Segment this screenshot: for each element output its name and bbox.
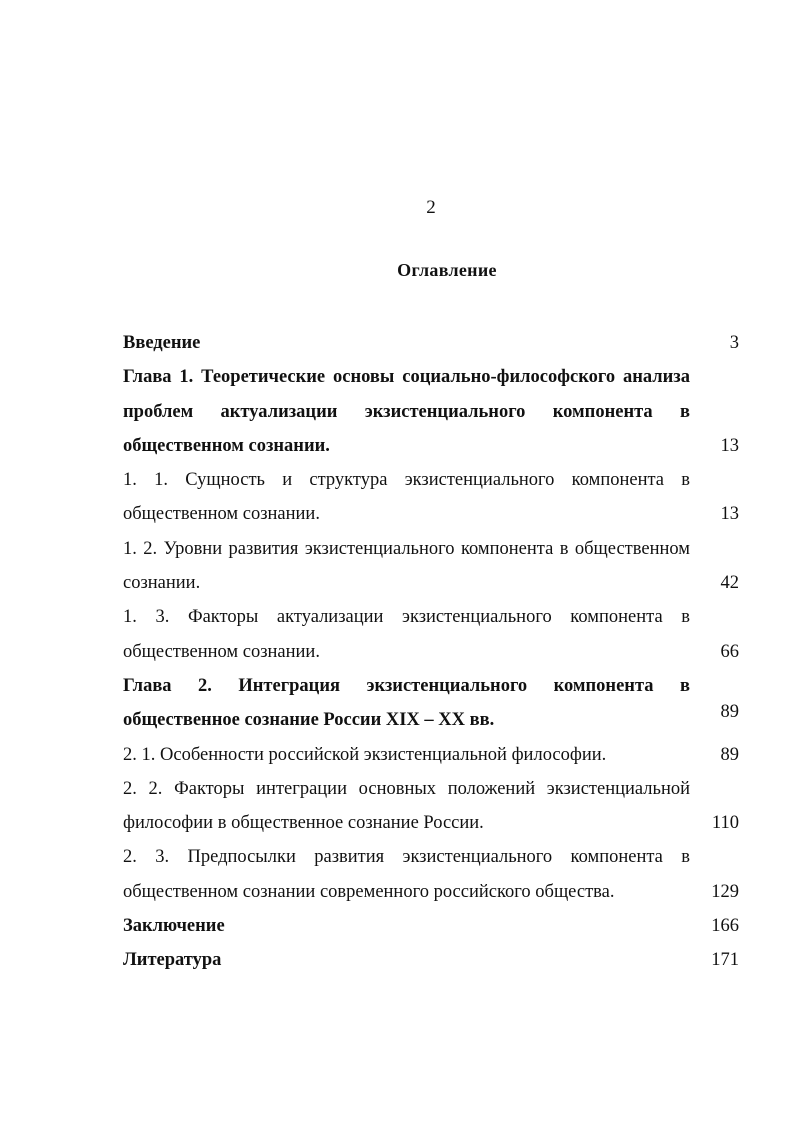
toc-entry-text: 1. 2. Уровни развития экзистенциального компонента в общественном сознании.: [123, 538, 690, 594]
toc-entry-page: 110: [711, 813, 739, 834]
toc-entry-text: 2. 1. Особенности российской экзистенциальной философии.: [123, 744, 607, 765]
toc-entry-text: 2. 2. Факторы интеграции основных положений экзистенциальной философии в общественное сознание России.: [123, 778, 690, 834]
toc-title: Оглавление: [397, 260, 497, 280]
toc-entry-conclusion: [123, 909, 741, 943]
toc-entry-text: Введение: [123, 333, 201, 353]
toc-entry-section-2-3: [123, 840, 741, 909]
toc-entry-text: 2. 3. Предпосылки развития экзистенциального компонента в общественном сознании современного российского общества.: [123, 847, 690, 902]
toc-entry-page: 66: [720, 641, 739, 662]
toc-entry-page: 171: [711, 950, 739, 971]
toc-entry-page: 42: [720, 573, 739, 594]
toc-entry-text: Глава 1. Теоретические основы социально-философского анализа проблем актуализации экзистенциального компонента в общественном сознании.: [123, 367, 690, 456]
toc-entry-page: 3: [729, 333, 739, 353]
toc-entry-text: Литература: [123, 950, 222, 971]
toc-entry-introduction: [123, 326, 741, 360]
toc-entry-literature: [123, 943, 741, 977]
toc-entry-page: 89: [720, 702, 739, 723]
toc-entry-section-2-2: [123, 772, 741, 841]
toc-entry-chapter-1: [123, 360, 741, 463]
table-of-contents: [123, 326, 741, 978]
toc-entry-page: 89: [720, 744, 739, 765]
toc-entry-section-1-1: [123, 463, 741, 532]
toc-entry-text: Заключение: [123, 916, 225, 937]
toc-entry-chapter-2: [123, 669, 741, 738]
toc-entry-section-2-1: [123, 738, 741, 772]
toc-entry-page: 166: [711, 916, 739, 937]
toc-entry-text: 1. 3. Факторы актуализации экзистенциального компонента в общественном сознании.: [123, 607, 690, 662]
toc-entry-page: 13: [720, 435, 739, 456]
page-number: 2: [426, 197, 436, 218]
toc-entry-page: 129: [711, 881, 739, 902]
toc-entry-section-1-3: [123, 600, 741, 669]
toc-entry-section-1-2: [123, 532, 741, 601]
toc-entry-page: 13: [720, 504, 739, 525]
toc-entry-text: Глава 2. Интеграция экзистенциального компонента в общественное сознание России XIX – XX вв.: [123, 675, 690, 731]
toc-entry-text: 1. 1. Сущность и структура экзистенциального компонента в общественном сознании.: [123, 470, 690, 525]
